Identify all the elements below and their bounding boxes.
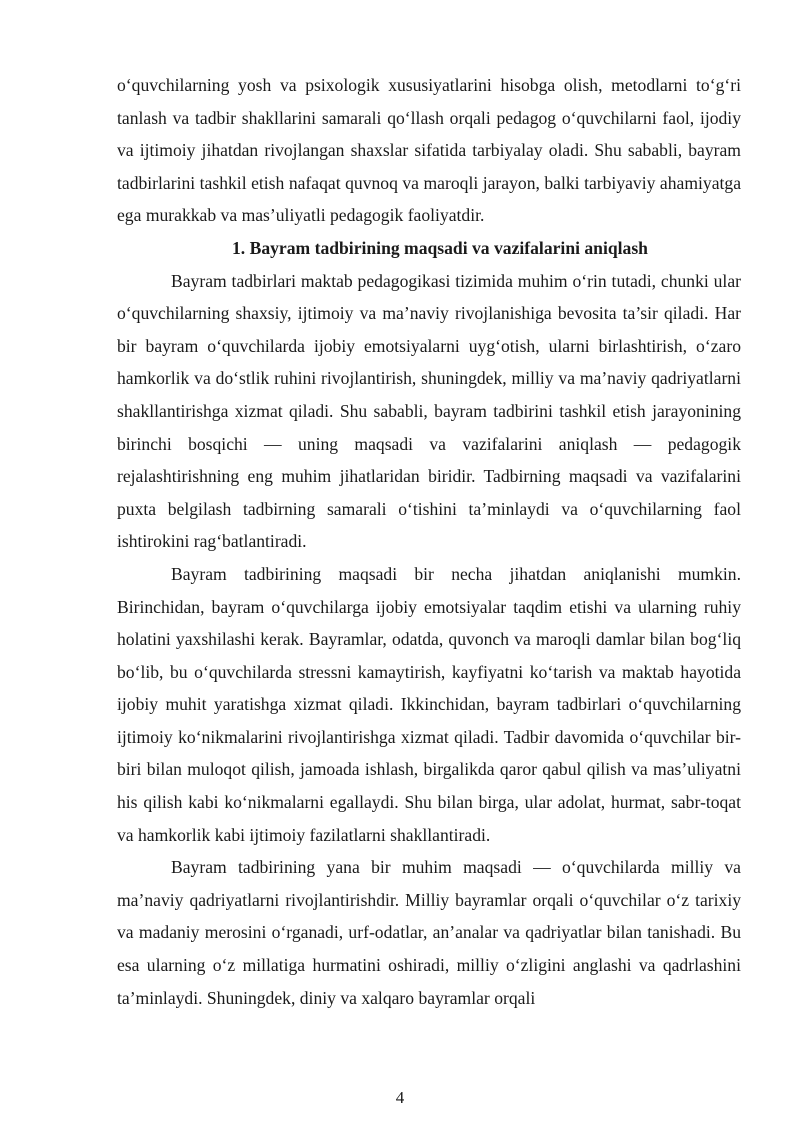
paragraph-continuation: o‘quvchilarning yosh va psixologik xususiyatlarini hisobga olish, metodlarni to‘g‘ri tanlash va tadbir shakllarini samarali qo‘llash orqali pedagog o‘quvchilarni faol, ijodiy va ijtimoiy jihatdan rivojlangan shaxslar sifatida tarbiyalay oladi. Shu sababli, bayram tadbirlarini tashkil etish nafaqat quvnoq va maroqli jarayon, balki tarbiyaviy ahamiyatga ega murakkab va mas’uliyatli pedagogik faoliyatdir. [117, 75, 741, 226]
page-number: 4 [395, 1088, 405, 1107]
paragraph-2: Bayram tadbirining maqsadi bir necha jihatdan aniqlanishi mumkin. Birinchidan, bayram o‘quvchilarga ijobiy emotsiyalar taqdim etishi va ularning ruhiy holatini yaxshilashi kerak. Bayramlar, odatda, quvonch va maroqli damlar bilan bog‘liq bo‘lib, bu o‘quvchilarda stressni kamaytirish, kayfiyatni ko‘tarish va maktab hayotida ijobiy muhit yaratishga xizmat qiladi. Ikkinchidan, bayram tadbirlari o‘quvchilarning ijtimoiy ko‘nikmalarini rivojlantirishga xizmat qiladi. Tadbir davomida o‘quvchilar bir-biri bilan muloqot qilish, jamoada ishlash, birgalikda qaror qabul qilish va mas’uliyatni his qilish kabi ko‘nikmalarni egallaydi. Shu bilan birga, ular adolat, hurmat, sabr-toqat va hamkorlik kabi ijtimoiy fazilatlarni shakllantiradi. [117, 563, 741, 845]
page-body [117, 69, 741, 1014]
paragraph-3: Bayram tadbirining yana bir muhim maqsadi — o‘quvchilarda milliy va ma’naviy qadriyatlarni rivojlantirishdir. Milliy bayramlar orqali o‘quvchilar o‘z tarixiy va madaniy merosini o‘rganadi, urf-odatlar, an’analar va qadriyatlar bilan tanishadi. Bu esa ularning o‘z millatiga hurmatini oshiradi, milliy o‘zligini anglashi va qadrlashini ta’minlaydi. Shuningdek, diniy va xalqaro bayramlar orqali [117, 857, 741, 1008]
paragraph-1: Bayram tadbirlari maktab pedagogikasi tizimida muhim o‘rin tutadi, chunki ular o‘quvchilarning shaxsiy, ijtimoiy va ma’naviy rivojlanishiga bevosita ta’sir qiladi. Har bir bayram o‘quvchilarda ijobiy emotsiyalarni uyg‘otish, ularni birlashtirish, o‘zaro hamkorlik va do‘stlik ruhini rivojlantirish, shuningdek, milliy va ma’naviy qadriyatlarni shakllantirishga xizmat qiladi. Shu sababli, bayram tadbirini tashkil etish jarayonining birinchi bosqichi — uning maqsadi va vazifalarini aniqlash — pedagogik rejalashtirishning eng muhim jihatlaridan biridir. Tadbirning maqsadi va vazifalarini puxta belgilash tadbirning samarali o‘tishini ta’minlaydi va o‘quvchilarning faol ishtirokini rag‘batlantiradi. [117, 270, 741, 552]
section-heading: 1. Bayram tadbirining maqsadi va vazifalarini aniqlash [232, 237, 648, 258]
